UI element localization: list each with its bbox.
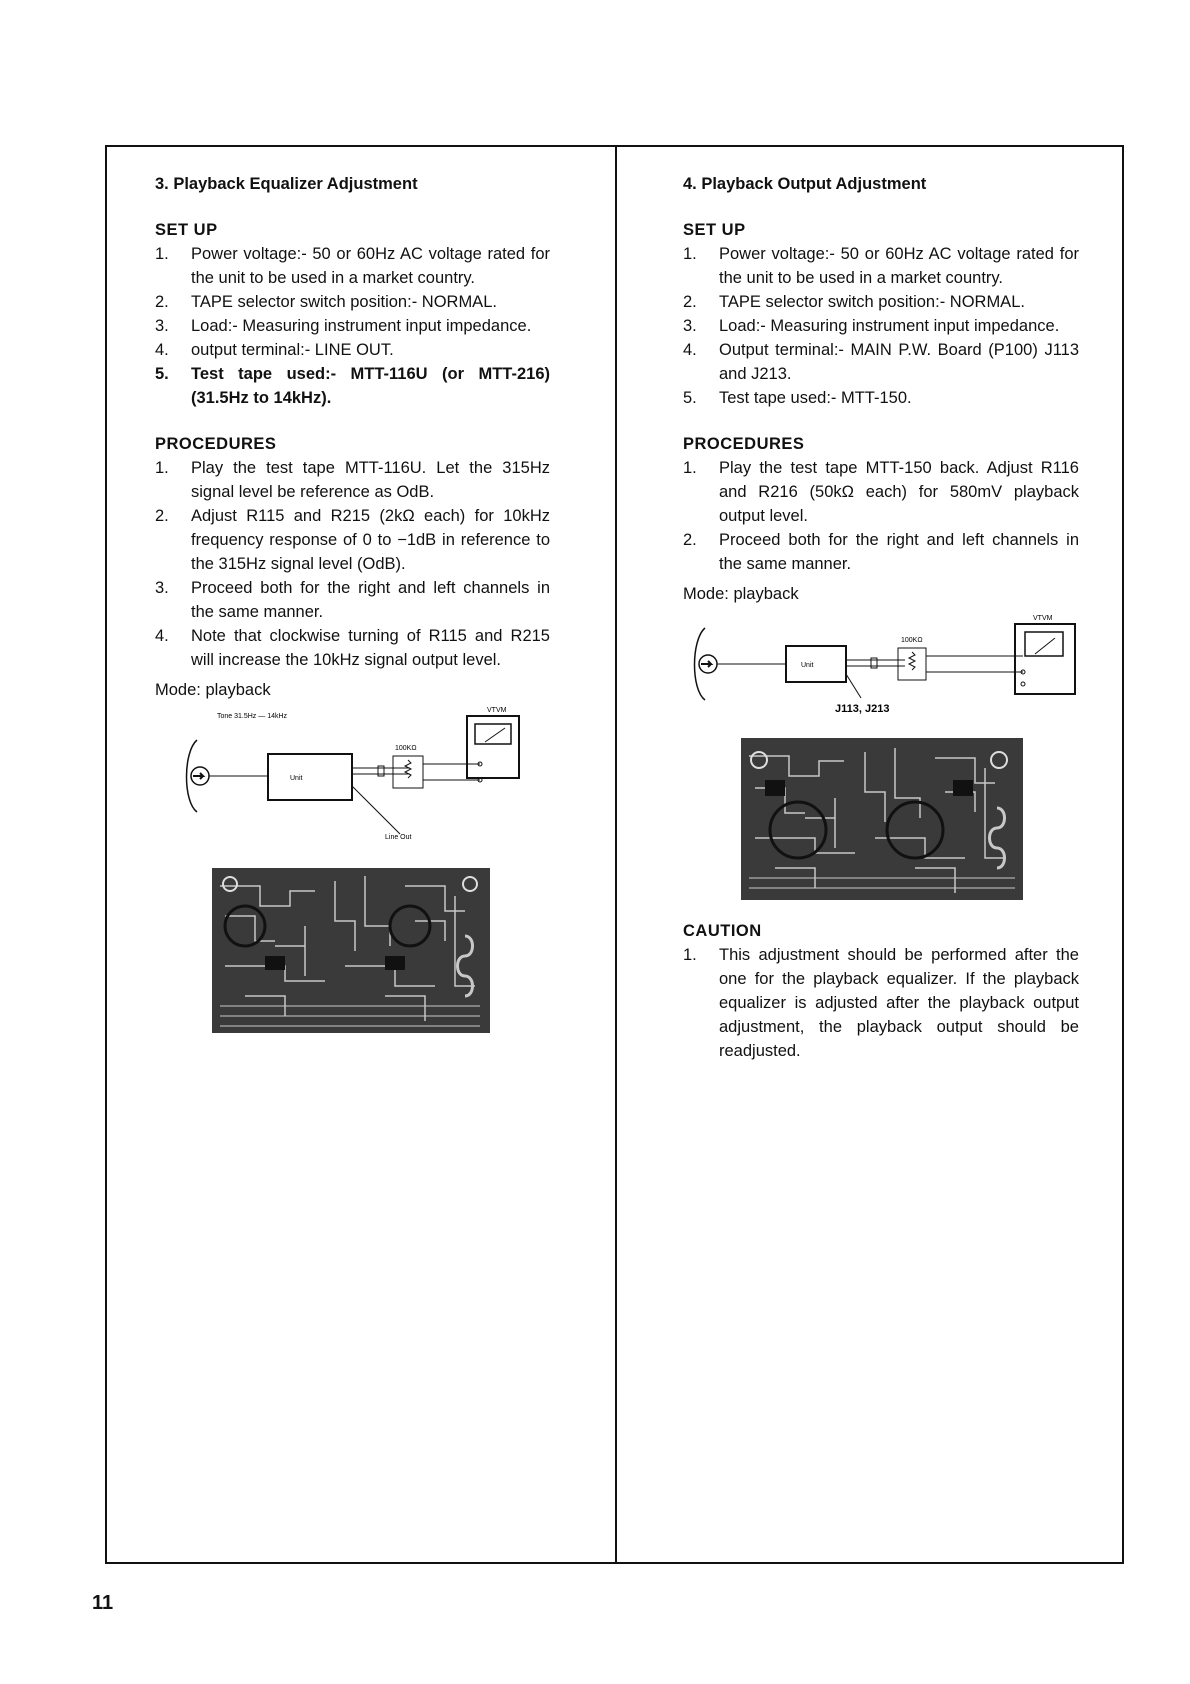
list-item: 1. Power voltage:- 50 or 60Hz AC voltage rated for the unit to be used in a market country. — [155, 245, 550, 287]
vtvm-meter — [1015, 624, 1075, 694]
procedures-heading: PROCEDURES — [683, 435, 805, 453]
pcb-photo-right — [683, 730, 1079, 905]
setup-heading: SET UP — [155, 221, 218, 239]
list-item: 1. Play the test tape MTT-150 back. Adjust R116 and R216 (50kΩ each) for 580mV playback output level. — [683, 459, 1079, 525]
setup-list — [683, 242, 1079, 410]
setup-list — [155, 242, 550, 410]
list-item: 1. Power voltage:- 50 or 60Hz AC voltage rated for the unit to be used in a market country. — [683, 245, 1079, 287]
resistor-icon — [405, 760, 411, 778]
equalizer-connection-diagram — [155, 702, 550, 842]
list-item: 2. TAPE selector switch position:- NORMAL. — [683, 293, 1025, 311]
resistor-label: 100KΩ — [395, 745, 417, 752]
output-connection-diagram — [683, 610, 1079, 720]
mode-label: Mode: playback — [683, 585, 799, 603]
list-item: 3. Load:- Measuring instrument input impedance. — [155, 317, 532, 335]
list-item: 3. Load:- Measuring instrument input impedance. — [683, 317, 1060, 335]
left-column — [155, 172, 550, 1036]
list-item: 1. This adjustment should be performed after the one for the playback equalizer. If the playback equalizer is adjusted after the playback output adjustment, the playback output should be readjusted. — [683, 946, 1079, 1060]
caution-list — [683, 943, 1079, 1063]
caution-heading: CAUTION — [683, 922, 762, 940]
list-item: 2. Proceed both for the right and left channels in the same manner. — [683, 531, 1079, 573]
list-item: 4. Output terminal:- MAIN P.W. Board (P100) J113 and J213. — [683, 341, 1079, 383]
meter-icon — [475, 724, 511, 744]
procedures-heading: PROCEDURES — [155, 435, 277, 453]
list-item: 2. TAPE selector switch position:- NORMAL. — [155, 293, 497, 311]
list-item: 4. output terminal:- LINE OUT. — [155, 341, 394, 359]
mode-label: Mode: playback — [155, 681, 271, 699]
page-number: 11 — [92, 1592, 114, 1614]
list-item: 4. Note that clockwise turning of R115 and R215 will increase the 10kHz signal output level. — [155, 627, 550, 669]
procedures-list — [683, 456, 1079, 576]
resistor-icon — [909, 652, 915, 670]
unit-box — [268, 754, 352, 800]
vtvm-label: VTVM — [487, 707, 507, 714]
right-column — [683, 172, 1079, 1063]
section-title: 3. Playback Equalizer Adjustment — [155, 175, 418, 193]
tone-label: Tone 31.5Hz — 14kHz — [217, 713, 288, 720]
resistor-label: 100KΩ — [901, 637, 923, 644]
setup-heading: SET UP — [683, 221, 746, 239]
list-item: 3. Proceed both for the right and left channels in the same manner. — [155, 579, 550, 621]
column-divider — [615, 145, 617, 1564]
list-item: 1. Play the test tape MTT-116U. Let the 315Hz signal level be reference as OdB. — [155, 459, 550, 501]
unit-box — [786, 646, 846, 682]
list-item: 5. Test tape used:- MTT-150. — [683, 389, 912, 407]
procedures-list — [155, 456, 550, 672]
list-item: 2. Adjust R115 and R215 (2kΩ each) for 10kHz frequency response of 0 to −1dB in reference to the 315Hz signal level (OdB). — [155, 507, 550, 573]
unit-label: Unit — [290, 775, 303, 782]
vtvm-label: VTVM — [1033, 615, 1053, 622]
meter-icon — [1025, 632, 1063, 656]
jack-label: J113, J213 — [835, 703, 890, 715]
line-out-label: Line Out — [385, 834, 412, 841]
section-title: 4. Playback Output Adjustment — [683, 175, 927, 193]
pcb-photo-left — [155, 856, 550, 1036]
list-item: 5. Test tape used:- MTT-116U (or MTT-216) (31.5Hz to 14kHz). — [155, 365, 550, 407]
unit-label: Unit — [801, 662, 814, 669]
